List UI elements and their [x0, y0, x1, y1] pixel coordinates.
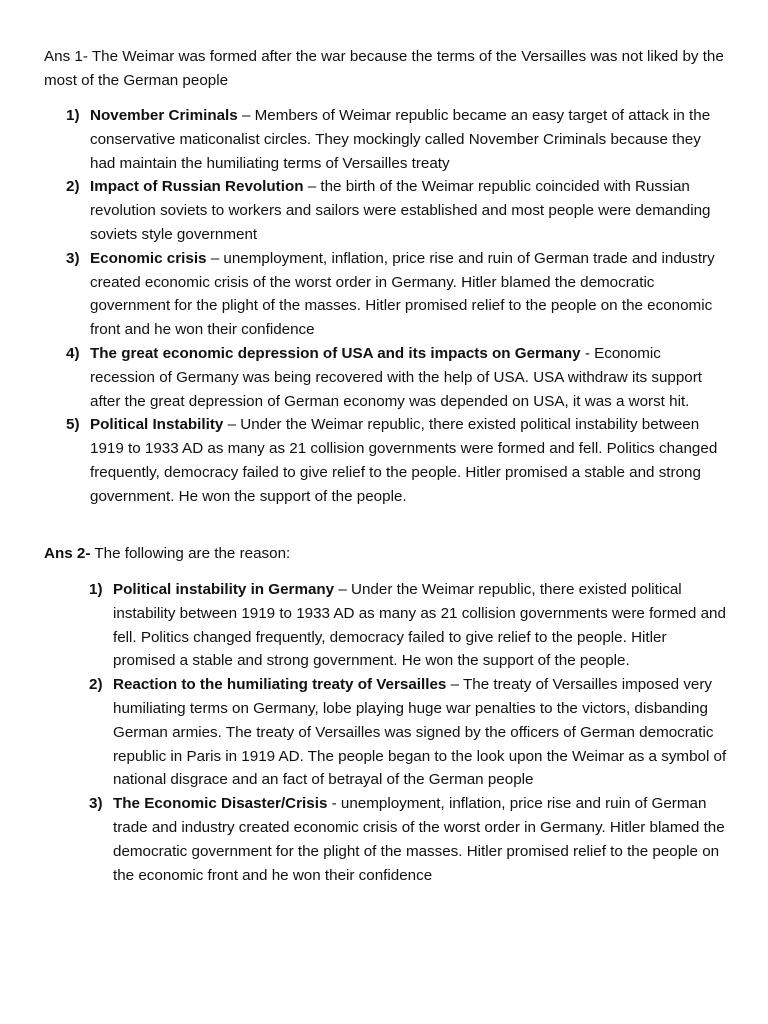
item-title: November Criminals: [90, 107, 238, 124]
item-title: Reaction to the humiliating treaty of Versailles: [113, 676, 447, 694]
item-number: 3): [89, 795, 103, 813]
item-separator: -: [327, 795, 341, 813]
list-item: [89, 792, 733, 887]
list-item: [66, 104, 730, 175]
answer-2-text: The following are the reason:: [90, 545, 291, 562]
item-number: 2): [89, 676, 103, 694]
answer-1-intro: [44, 45, 734, 93]
item-separator: –: [237, 107, 255, 124]
item-title: The Economic Disaster/Crisis: [113, 795, 328, 813]
list-item: [66, 413, 730, 508]
item-body: The treaty of Versailles imposed very humiliating terms on Germany, lobe playing huge war penalties to the victors, disbanding German armies. The treaty of Versailles was signed by the officers of German democratic republic in Paris in 1919 AD. The people began to the look upon the Weimar as a symbol of national disgrace and an fact of betrayal of the German people: [113, 676, 727, 789]
answer-1-label: Ans 1-: [44, 48, 88, 65]
item-title: Economic crisis: [90, 249, 207, 267]
item-separator: –: [223, 416, 241, 434]
item-body: Economic recession of Germany was being recovered with the help of USA. USA withdraw its support after the great depression of German economy was depended on USA, it was a worst hit.: [90, 344, 703, 410]
item-body: Under the Weimar republic, there existed political instability between 1919 to 1933 AD as many as 21 collision governments were formed and fell. Politics changed frequently, democracy failed to give relief to the people. Hitler promised a stable and strong government. He won the support of the people.: [113, 581, 726, 670]
answer-2-list: [89, 578, 733, 887]
list-item: [66, 175, 730, 246]
answer-2-label: Ans 2-: [44, 545, 91, 562]
item-number: 2): [66, 178, 80, 196]
item-title: The great economic depression of USA and its impacts on Germany: [90, 344, 581, 362]
item-number: 1): [66, 107, 80, 124]
item-number: 5): [66, 416, 80, 434]
item-number: 3): [66, 249, 80, 267]
list-item: [66, 342, 730, 413]
item-body: Under the Weimar republic, there existed political instability between 1919 to 1933 AD as many as 21 collision governments were formed and fell. Politics changed frequently, democracy failed to give relief to the people. Hitler promised a stable and strong government. He won the support of the people.: [90, 416, 718, 505]
item-number: 4): [66, 344, 80, 362]
item-body: unemployment, inflation, price rise and ruin of German trade and industry created economic crisis of the worst order in Germany. Hitler blamed the democratic government for the plight of the masses. Hitler promised relief to the people on the economic front and he won their confidence: [113, 795, 725, 884]
answer-1-list: [66, 104, 730, 509]
item-body: the birth of the Weimar republic coincided with Russian revolution soviets to workers and sailors were established and most people were demanding soviets style government: [90, 178, 711, 243]
item-number: 1): [89, 581, 103, 598]
item-title: Impact of Russian Revolution: [90, 178, 304, 196]
list-item: [66, 247, 730, 342]
item-separator: –: [334, 581, 352, 598]
item-title: Political instability in Germany: [113, 581, 335, 598]
item-separator: -: [580, 344, 595, 362]
list-item: [89, 578, 733, 673]
item-separator: –: [206, 249, 224, 267]
answer-2-intro: [44, 542, 734, 566]
item-title: Political Instability: [90, 416, 224, 434]
item-body: unemployment, inflation, price rise and ruin of German trade and industry created economic crisis of the worst order in Germany. Hitler blamed the democratic government for the plight of the masses. Hitler promised relief to the people on the economic front and he won their confidence: [90, 249, 715, 339]
item-separator: –: [303, 178, 321, 196]
item-separator: –: [446, 676, 463, 694]
list-item: [89, 673, 733, 792]
item-body: Members of Weimar republic became an easy target of attack in the conservative maticonalist circles. They mockingly called November Criminals because they had maintain the humiliating terms of Versailles treaty: [90, 107, 711, 172]
answer-1-text: The Weimar was formed after the war because the terms of the Versailles was not liked by the most of the German people: [44, 48, 724, 89]
